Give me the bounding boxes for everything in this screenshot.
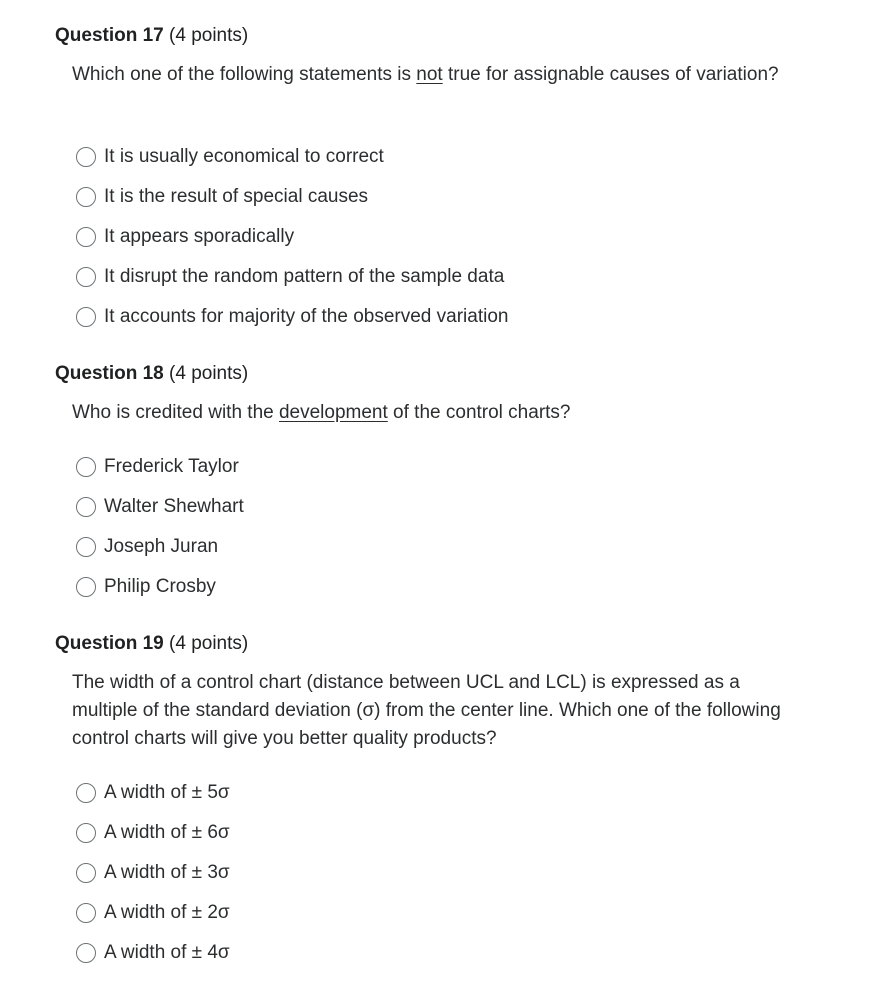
radio-button[interactable] (76, 497, 96, 517)
question-text (72, 61, 792, 89)
answer-option-label[interactable]: It appears sporadically (104, 226, 295, 247)
answer-option[interactable] (76, 853, 230, 893)
radio-button[interactable] (76, 783, 96, 803)
question-title (55, 632, 248, 656)
answer-option[interactable] (76, 487, 244, 527)
answer-option-label[interactable]: A width of ± 3σ (104, 862, 230, 883)
answer-option[interactable] (76, 933, 230, 973)
answer-option[interactable] (76, 217, 508, 257)
answer-option[interactable] (76, 527, 244, 567)
question-points: (4 points) (169, 363, 249, 384)
answer-option-label[interactable]: It accounts for majority of the observed variation (104, 306, 509, 327)
radio-button[interactable] (76, 227, 96, 247)
question-text-part: Who is credited with the (72, 402, 279, 423)
answer-option-label[interactable]: A width of ± 2σ (104, 902, 230, 923)
radio-button[interactable] (76, 903, 96, 923)
question-text: The width of a control chart (distance between UCL and LCL) is expressed as a multiple of the standard deviation (σ) from the center line. Which one of the following control charts will give you better quality products? (72, 672, 781, 749)
answer-option[interactable] (76, 813, 230, 853)
question-points: (4 points) (169, 25, 249, 46)
answer-option-label[interactable]: A width of ± 4σ (104, 942, 230, 963)
answer-option[interactable] (76, 567, 244, 607)
radio-button[interactable] (76, 187, 96, 207)
answer-option-label[interactable]: It is usually economical to correct (104, 146, 384, 167)
question-number: Question 17 (55, 25, 164, 46)
answer-options (76, 773, 230, 973)
question-text-part: of the control charts? (387, 402, 571, 423)
answer-option-label[interactable]: Frederick Taylor (104, 456, 239, 477)
question-title (55, 362, 248, 386)
question-points: (4 points) (169, 633, 249, 654)
answer-option[interactable] (76, 773, 230, 813)
radio-button[interactable] (76, 267, 96, 287)
radio-button[interactable] (76, 863, 96, 883)
radio-button[interactable] (76, 537, 96, 557)
answer-option-label[interactable]: It disrupt the random pattern of the sample data (104, 266, 505, 287)
question-text-emphasis: not (416, 64, 443, 85)
question-number: Question 19 (55, 633, 164, 654)
answer-option-label[interactable]: Walter Shewhart (104, 496, 244, 517)
radio-button[interactable] (76, 823, 96, 843)
answer-option[interactable] (76, 177, 508, 217)
question-number: Question 18 (55, 363, 164, 384)
radio-button[interactable] (76, 147, 96, 167)
question-text (72, 399, 792, 427)
radio-button[interactable] (76, 577, 96, 597)
answer-option-label[interactable]: A width of ± 5σ (104, 782, 230, 803)
radio-button[interactable] (76, 943, 96, 963)
answer-option-label[interactable]: Joseph Juran (104, 536, 219, 557)
question-text-part: Which one of the following statements is (72, 64, 417, 85)
question-text-part: true for assignable causes of variation? (442, 64, 779, 85)
answer-option[interactable] (76, 257, 508, 297)
answer-options (76, 447, 244, 607)
answer-option[interactable] (76, 447, 244, 487)
radio-button[interactable] (76, 307, 96, 327)
answer-option[interactable] (76, 137, 508, 177)
question-title (55, 24, 248, 48)
answer-option-label[interactable]: Philip Crosby (104, 576, 216, 597)
answer-option[interactable] (76, 893, 230, 933)
question-text-emphasis: development (278, 402, 388, 423)
answer-option-label[interactable]: It is the result of special causes (104, 186, 369, 207)
answer-option[interactable] (76, 297, 508, 337)
answer-options (76, 137, 508, 337)
radio-button[interactable] (76, 457, 96, 477)
answer-option-label[interactable]: A width of ± 6σ (104, 822, 230, 843)
